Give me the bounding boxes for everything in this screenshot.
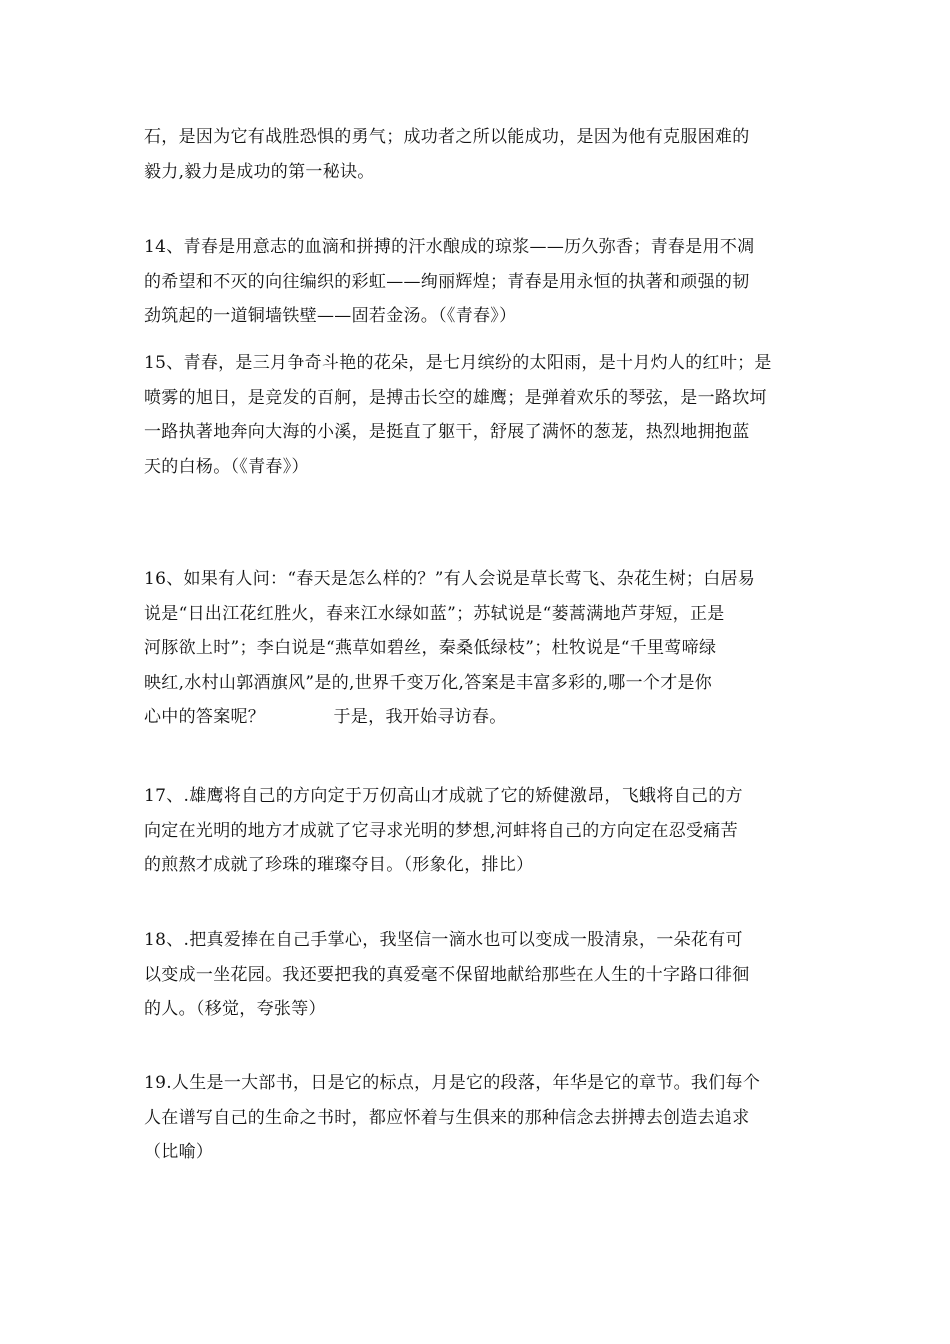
paragraph-13-continuation [144, 120, 808, 189]
text-line: 以变成一坐花园。我还要把我的真爱毫不保留地献给那些在人生的十字路口徘徊 [144, 964, 750, 985]
text-line: 的希望和不灭的向往编织的彩虹——绚丽辉煌；青春是用永恒的执著和顽强的韧 [144, 271, 750, 292]
text-line: 的煎熬才成就了珍珠的璀璨夺目。（形象化，排比） [144, 855, 534, 875]
text-line: 喷雾的旭日，是竞发的百舸，是搏击长空的雄鹰；是弹着欢乐的琴弦，是一路坎坷 [144, 387, 767, 408]
text-line: 19.人生是一大部书，日是它的标点，月是它的段落，年华是它的章节。我们每个 [144, 1073, 761, 1093]
text-line: 河豚欲上时”；李白说是“燕草如碧丝，秦桑低绿枝”；杜牧说是“千里莺啼绿 [144, 638, 717, 658]
text-line: 15、青春，是三月争奇斗艳的花朵，是七月缤纷的太阳雨，是十月灼人的红叶；是 [144, 353, 772, 373]
text-line: 劲筑起的一道铜墙铁壁——固若金汤。（《青春》） [144, 306, 517, 326]
paragraph-16 [144, 562, 808, 735]
text-line: 映红,水村山郭酒旗风”是的,世界千变万化,答案是丰富多彩的,哪一个才是你 [144, 672, 713, 693]
text-line: 人在谱写自己的生命之书时，都应怀着与生俱来的那种信念去拼搏去创造去追求 [144, 1107, 750, 1128]
text-line: 16、如果有人问：“春天是怎么样的？”有人会说是草长莺飞、杂花生树；白居易 [144, 569, 756, 589]
text-line: 毅力,毅力是成功的第一秘诀。 [144, 161, 375, 182]
paragraph-17 [144, 779, 808, 883]
text-line: 14、青春是用意志的血滴和拼搏的汗水酿成的琼浆——历久弥香；青春是用不凋 [144, 237, 755, 257]
text-line: 说是“日出江花红胜火，春来江水绿如蓝”；苏轼说是“蒌蒿满地芦芽短，正是 [144, 603, 725, 624]
text-line: 石，是因为它有战胜恐惧的勇气；成功者之所以能成功，是因为他有克服困难的 [144, 127, 750, 147]
text-line: 17、.雄鹰将自己的方向定于万仞高山才成就了它的矫健激昂，飞蛾将自己的方 [144, 786, 743, 806]
text-line: 18、.把真爱捧在自己手掌心，我坚信一滴水也可以变成一股清泉，一朵花有可 [144, 930, 743, 950]
paragraph-15 [144, 346, 808, 484]
text-line: 向定在光明的地方才成就了它寻求光明的梦想,河蚌将自己的方向定在忍受痛苦 [144, 820, 738, 841]
text-line: （比喻） [144, 1142, 214, 1162]
paragraph-19 [144, 1066, 808, 1170]
paragraph-14 [144, 230, 808, 334]
text-line: 的人。（移觉，夸张等） [144, 999, 326, 1019]
text-line: 心中的答案呢？ 于是，我开始寻访春。 [144, 707, 507, 727]
text-line: 天的白杨。（《青春》） [144, 456, 309, 477]
paragraph-18 [144, 923, 808, 1027]
text-line: 一路执著地奔向大海的小溪，是挺直了躯干，舒展了满怀的葱茏，热烈地拥抱蓝 [144, 422, 750, 442]
